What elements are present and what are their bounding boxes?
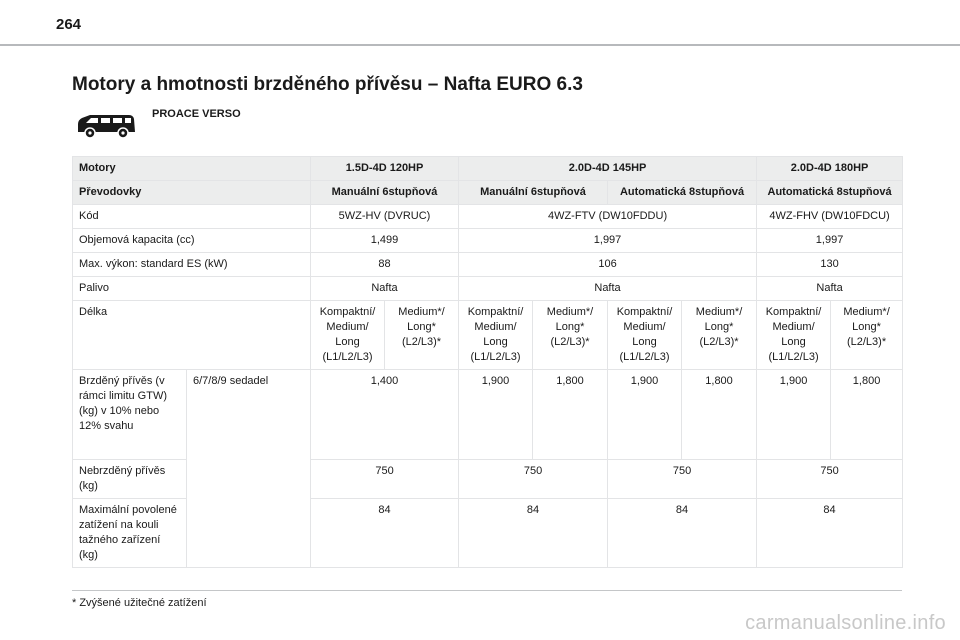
hitch-cell: 84 [311,499,459,568]
braked-cell: 1,900 [459,370,533,460]
power-label: Max. výkon: standard ES (kW) [73,253,311,277]
fuel-cell: Nafta [459,277,757,301]
hitch-label: Maximální povolené zatížení na kouli tažného zařízení (kg) [73,499,187,568]
page-number: 264 [56,16,82,33]
fuel-label: Palivo [73,277,311,301]
capacity-label: Objemová kapacita (cc) [73,229,311,253]
header-divider [0,44,960,46]
length-cell: Kompaktní/ Medium/ Long (L1/L2/L3) [757,301,831,370]
length-cell: Medium*/ Long* (L2/L3)* [682,301,757,370]
braked-cell: 1,800 [831,370,903,460]
engine-cell: 2.0D-4D 145HP [459,157,757,181]
braked-cell: 1,800 [682,370,757,460]
length-cell: Medium*/ Long* (L2/L3)* [533,301,608,370]
braked-cell: 1,800 [533,370,608,460]
capacity-cell: 1,499 [311,229,459,253]
footnote: * Zvýšené užitečné zatížení [72,597,207,609]
hitch-cell: 84 [608,499,757,568]
code-cell: 4WZ-FHV (DW10FDCU) [757,205,903,229]
capacity-row [73,229,903,253]
spec-table [72,156,903,568]
capacity-cell: 1,997 [459,229,757,253]
power-cell: 106 [459,253,757,277]
braked-cell: 1,900 [608,370,682,460]
unbraked-cell: 750 [757,460,903,499]
seats-label: 6/7/8/9 sedadel [187,370,311,568]
watermark: carmanualsonline.info [745,612,946,634]
braked-cell: 1,900 [757,370,831,460]
page-title: Motory a hmotnosti brzděného přívěsu – Nafta EURO 6.3 [72,74,583,95]
braked-label: Brzděný přívěs (v rámci limitu GTW) (kg) v 10% nebo 12% svahu [73,370,187,460]
gearbox-row [73,181,903,205]
van-icon [75,113,137,139]
engines-label: Motory [73,157,311,181]
fuel-cell: Nafta [311,277,459,301]
fuel-cell: Nafta [757,277,903,301]
gearbox-cell: Manuální 6stupňová [311,181,459,205]
code-label: Kód [73,205,311,229]
power-cell: 88 [311,253,459,277]
length-label: Délka [73,301,311,370]
length-cell: Medium*/ Long* (L2/L3)* [831,301,903,370]
hitch-cell: 84 [459,499,608,568]
power-cell: 130 [757,253,903,277]
unbraked-label: Nebrzděný přívěs (kg) [73,460,187,499]
unbraked-cell: 750 [608,460,757,499]
power-row [73,253,903,277]
braked-row [73,370,903,460]
fuel-row [73,277,903,301]
code-row [73,205,903,229]
length-row [73,301,903,370]
model-name: PROACE VERSO [152,108,241,120]
gearbox-cell: Automatická 8stupňová [608,181,757,205]
gearbox-cell: Automatická 8stupňová [757,181,903,205]
capacity-cell: 1,997 [757,229,903,253]
unbraked-cell: 750 [311,460,459,499]
gearbox-label: Převodovky [73,181,311,205]
code-cell: 5WZ-HV (DVRUC) [311,205,459,229]
engine-cell: 2.0D-4D 180HP [757,157,903,181]
footer-divider [72,590,902,591]
braked-cell: 1,400 [311,370,459,460]
length-cell: Kompaktní/ Medium/ Long (L1/L2/L3) [459,301,533,370]
unbraked-cell: 750 [459,460,608,499]
length-cell: Kompaktní/ Medium/ Long (L1/L2/L3) [608,301,682,370]
code-cell: 4WZ-FTV (DW10FDDU) [459,205,757,229]
engine-cell: 1.5D-4D 120HP [311,157,459,181]
length-cell: Medium*/ Long* (L2/L3)* [385,301,459,370]
engines-row [73,157,903,181]
length-cell: Kompaktní/ Medium/ Long (L1/L2/L3) [311,301,385,370]
hitch-cell: 84 [757,499,903,568]
gearbox-cell: Manuální 6stupňová [459,181,608,205]
